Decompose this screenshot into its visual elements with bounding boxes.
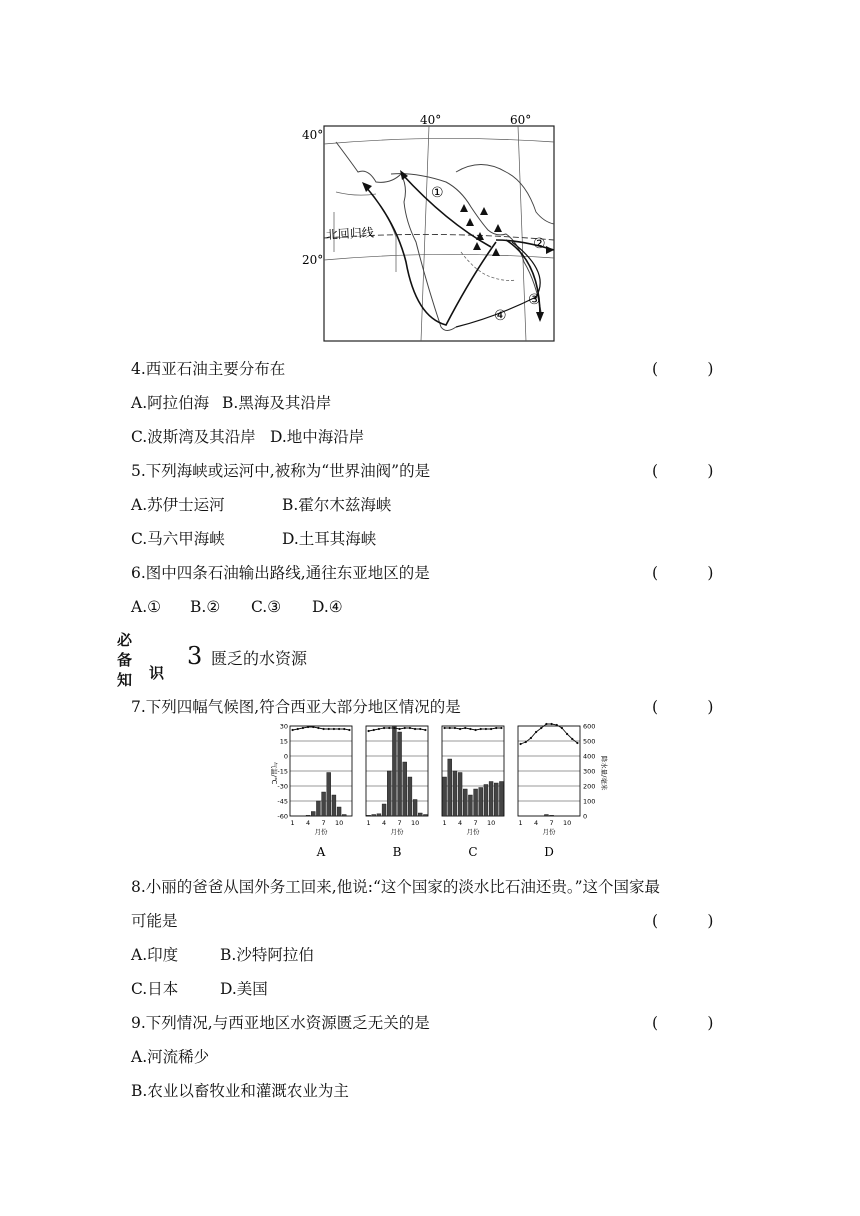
- temperature-point: [322, 728, 324, 730]
- lat-label-20: 20°: [302, 253, 324, 267]
- precip-bar: [453, 771, 457, 816]
- q8-option-d[interactable]: D.美国: [220, 980, 268, 998]
- route-label-2: ②: [533, 236, 546, 252]
- precip-bar: [474, 789, 478, 816]
- precip-bar: [311, 812, 315, 817]
- precip-bar: [468, 795, 472, 816]
- q8-option-a[interactable]: A.印度: [131, 946, 179, 964]
- left-tick-label: -45: [277, 797, 288, 806]
- precip-bar: [544, 815, 548, 817]
- left-axis-label: 气温/℃: [270, 761, 278, 785]
- temperature-point: [519, 743, 521, 745]
- q6-option-b[interactable]: B.②: [190, 598, 221, 616]
- temperature-point: [550, 723, 552, 725]
- panel-label-d: D: [544, 845, 554, 859]
- temperature-point: [373, 729, 375, 731]
- climate-charts: [268, 718, 608, 863]
- precip-bar: [484, 785, 488, 817]
- temperature-point: [449, 727, 451, 729]
- temperature-point: [383, 727, 385, 729]
- tropic-label: 北回归线: [325, 225, 375, 242]
- temperature-point: [576, 742, 578, 744]
- x-axis-label: 月份: [466, 828, 480, 836]
- precip-bar: [332, 795, 336, 816]
- q4-option-c[interactable]: C.波斯湾及其沿岸: [131, 428, 256, 446]
- route-label-3: ③: [528, 292, 541, 308]
- q5-answer-paren[interactable]: ( ): [652, 462, 714, 480]
- x-tick-label: 10: [562, 819, 572, 827]
- temperature-point: [571, 738, 573, 740]
- left-tick-label: 15: [279, 737, 288, 746]
- panel-label-a: A: [316, 845, 326, 859]
- temperature-line: [293, 727, 350, 730]
- temperature-point: [464, 727, 466, 729]
- temperature-point: [409, 727, 411, 729]
- precip-bar: [322, 792, 326, 816]
- lat-label-40: 40°: [302, 128, 324, 142]
- temperature-point: [561, 727, 563, 729]
- temperature-point: [333, 728, 335, 730]
- x-tick-label: 7: [321, 819, 326, 827]
- q9-answer-paren[interactable]: ( ): [652, 1014, 714, 1032]
- panel-label-b: B: [392, 845, 402, 859]
- precip-bar: [367, 815, 371, 816]
- right-axis-label: 降水量/毫米: [600, 755, 608, 791]
- lon-label-40: 40°: [420, 113, 442, 127]
- temperature-point: [469, 728, 471, 730]
- q8-answer-paren[interactable]: ( ): [652, 912, 714, 930]
- x-tick-label: 7: [549, 819, 554, 827]
- precip-bar: [463, 789, 467, 816]
- precip-bar: [408, 777, 412, 816]
- temperature-line: [445, 728, 502, 730]
- temperature-point: [424, 729, 426, 731]
- temperature-point: [348, 729, 350, 731]
- x-tick-label: 4: [306, 819, 311, 827]
- x-tick-label: 1: [366, 819, 371, 827]
- temperature-point: [454, 727, 456, 729]
- q4-option-b[interactable]: B.黑海及其沿岸: [222, 394, 332, 412]
- precip-bar: [479, 788, 483, 817]
- q5-option-c[interactable]: C.马六甲海峡: [131, 530, 225, 548]
- temperature-point: [474, 729, 476, 731]
- x-axis-label: 月份: [542, 828, 556, 836]
- precip-bar: [494, 783, 498, 816]
- q4-answer-paren[interactable]: ( ): [652, 360, 714, 378]
- q8-option-b[interactable]: B.沙特阿拉伯: [220, 946, 314, 964]
- x-tick-label: 4: [458, 819, 463, 827]
- right-tick-label: 0: [583, 812, 588, 821]
- precip-bar: [423, 815, 427, 817]
- precip-bar: [418, 813, 422, 816]
- temperature-point: [404, 727, 406, 729]
- temperature-point: [500, 727, 502, 729]
- temperature-point: [307, 726, 309, 728]
- precip-bar: [443, 777, 447, 816]
- precip-bar: [337, 807, 341, 816]
- route-label-1: ①: [431, 185, 444, 201]
- precip-bar: [342, 815, 346, 817]
- x-tick-label: 4: [534, 819, 539, 827]
- left-tick-label: -30: [277, 782, 288, 791]
- temperature-point: [419, 728, 421, 730]
- temperature-point: [297, 728, 299, 730]
- x-tick-label: 10: [486, 819, 496, 827]
- lon-label-60: 60°: [510, 113, 532, 127]
- temperature-point: [388, 727, 390, 729]
- precip-bar: [316, 801, 320, 816]
- temperature-point: [338, 728, 340, 730]
- precip-bar: [448, 759, 452, 816]
- temperature-point: [312, 726, 314, 728]
- temperature-point: [480, 728, 482, 730]
- right-tick-label: 100: [583, 797, 596, 806]
- temperature-point: [525, 741, 527, 743]
- precip-bar: [387, 771, 391, 816]
- section-title: 匮乏的水资源: [211, 649, 308, 668]
- temperature-point: [545, 723, 547, 725]
- x-tick-label: 4: [382, 819, 387, 827]
- temperature-point: [393, 727, 395, 729]
- temperature-point: [317, 727, 319, 729]
- q7-answer-paren[interactable]: ( ): [652, 698, 714, 716]
- x-tick-label: 7: [397, 819, 402, 827]
- q7-stem: 7.下列四幅气候图,符合西亚大部分地区情况的是: [131, 698, 461, 716]
- temperature-point: [378, 728, 380, 730]
- q5-stem: 5.下列海峡或运河中,被称为“世界油阀”的是: [131, 462, 431, 480]
- middle-east-oil-route-map: [296, 112, 560, 344]
- panel-label-c: C: [468, 845, 478, 859]
- right-tick-label: 500: [583, 737, 596, 746]
- left-tick-label: 30: [279, 722, 288, 731]
- temperature-point: [398, 728, 400, 730]
- temperature-point: [443, 727, 445, 729]
- section-number: 3: [187, 642, 203, 670]
- q6-stem: 6.图中四条石油输出路线,通往东亚地区的是: [131, 564, 430, 582]
- q4-option-a[interactable]: A.阿拉伯海: [131, 394, 210, 412]
- q6-option-c[interactable]: C.③: [251, 598, 282, 616]
- temperature-point: [556, 724, 558, 726]
- precip-bar: [403, 762, 407, 816]
- q6-option-d[interactable]: D.④: [312, 598, 343, 616]
- precip-bar: [392, 726, 396, 816]
- temperature-point: [302, 727, 304, 729]
- x-tick-label: 1: [442, 819, 447, 827]
- x-axis-label: 月份: [314, 828, 328, 836]
- temperature-point: [459, 728, 461, 730]
- temperature-point: [485, 728, 487, 730]
- precip-bar: [499, 782, 503, 817]
- precip-bar: [327, 773, 331, 817]
- precip-bar: [398, 732, 402, 816]
- temperature-line: [369, 728, 426, 731]
- q9-stem: 9.下列情况,与西亚地区水资源匮乏无关的是: [131, 1014, 430, 1032]
- precip-bar: [489, 782, 493, 817]
- q9-option-a[interactable]: A.河流稀少: [131, 1048, 210, 1066]
- temperature-point: [566, 733, 568, 735]
- right-tick-label: 400: [583, 752, 596, 761]
- precip-bar: [306, 815, 310, 816]
- x-tick-label: 1: [518, 819, 523, 827]
- temperature-point: [367, 730, 369, 732]
- temperature-point: [535, 731, 537, 733]
- q4-stem: 4.西亚石油主要分布在: [131, 360, 286, 378]
- temperature-point: [414, 728, 416, 730]
- x-tick-label: 1: [290, 819, 295, 827]
- q5-option-a[interactable]: A.苏伊士运河: [131, 496, 225, 514]
- temperature-point: [530, 737, 532, 739]
- route-label-4: ④: [494, 308, 507, 324]
- q5-option-b[interactable]: B.霍尔木兹海峡: [282, 496, 392, 514]
- precip-bar: [372, 815, 376, 817]
- x-tick-label: 7: [473, 819, 478, 827]
- q5-option-d[interactable]: D.土耳其海峡: [282, 530, 377, 548]
- x-tick-label: 10: [334, 819, 344, 827]
- q6-option-a[interactable]: A.①: [131, 598, 162, 616]
- temperature-point: [328, 728, 330, 730]
- x-tick-label: 10: [410, 819, 420, 827]
- precip-bar: [382, 804, 386, 816]
- right-tick-label: 300: [583, 767, 596, 776]
- q4-option-d[interactable]: D.地中海沿岸: [270, 428, 365, 446]
- temperature-point: [540, 727, 542, 729]
- left-tick-label: -15: [277, 767, 288, 776]
- q8-stem-line1: 8.小丽的爸爸从国外务工回来,他说:“这个国家的淡水比石油还贵。”这个国家最: [131, 878, 661, 896]
- precip-bar: [550, 815, 554, 816]
- precip-bar: [413, 800, 417, 817]
- temperature-point: [291, 729, 293, 731]
- temperature-point: [490, 728, 492, 730]
- temperature-point: [495, 727, 497, 729]
- q9-option-b[interactable]: B.农业以畜牧业和灌溉农业为主: [131, 1082, 349, 1100]
- precip-bar: [377, 814, 381, 816]
- right-tick-label: 600: [583, 722, 596, 731]
- precip-bar: [458, 773, 462, 817]
- section-label-line2: 识: [149, 664, 165, 682]
- section-label-line1: 必备知: [117, 631, 133, 689]
- temperature-point: [343, 728, 345, 730]
- q8-option-c[interactable]: C.日本: [131, 980, 179, 998]
- right-tick-label: 200: [583, 782, 596, 791]
- q6-answer-paren[interactable]: ( ): [652, 564, 714, 582]
- q8-stem-line2: 可能是: [131, 912, 178, 930]
- x-axis-label: 月份: [390, 828, 404, 836]
- left-tick-label: 0: [283, 752, 288, 761]
- left-tick-label: -60: [277, 812, 288, 821]
